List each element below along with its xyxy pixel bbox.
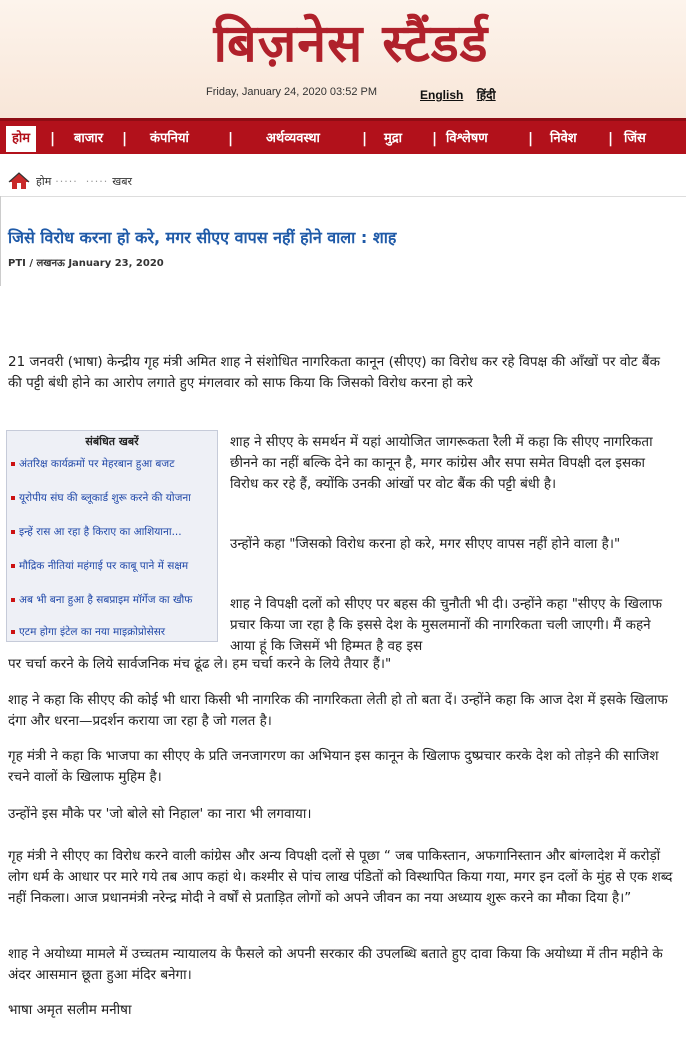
breadcrumb-home-link[interactable]: होम: [36, 174, 52, 188]
nav-separator: |: [50, 131, 56, 147]
lang-hindi-link[interactable]: हिंदी: [476, 88, 496, 102]
article-signoff: भाषा अमृत सलीम मनीषा: [8, 1002, 132, 1018]
nav-item-economy[interactable]: अर्थव्यवस्था: [266, 131, 320, 146]
lang-english-link[interactable]: English: [420, 88, 464, 102]
bullet-icon: [11, 462, 15, 466]
breadcrumb-separator: ·····: [55, 174, 78, 188]
nav-separator: |: [528, 131, 534, 147]
article-paragraph: गृह मंत्री ने सीएए का विरोध करने वाली कांग्रेस और अन्य विपक्षी दलों से पूछा “ जब पाकिस्तान, अफगानिस्तान और बांग्लादेश में करोड़ों लोग धर्म के आधार पर मारे गये तब आप कहां थे। कश्मीर से पांच लाख पंडितों को विस्थापित किया गया, मगर इन दलों के मुंह से एक शब्द नहीं निकला। आज प्रधानमंत्री नरेन्द्र मोदी ने वर्षों से प्रताड़ित लोगों को अपने जीवन का नया अध्याय शुरू करने का मौका दिया है।”: [8, 848, 673, 906]
nav-separator: |: [362, 131, 368, 147]
article-headline: जिसे विरोध करना हो करे, मगर सीएए वापस नहीं होने वाला : शाह: [8, 228, 397, 247]
article-paragraph: शाह ने कहा कि सीएए की कोई भी धारा किसी भी नागरिक की नागरिकता लेती हो तो बता दें। उन्होंने कहा कि आज देश में इसके खिलाफ दंगा और धरना—प्रदर्शन कराया जा रहा है जो गलत है।: [8, 692, 668, 729]
article-byline: PTI / लखनऊ January 23, 2020: [8, 258, 164, 269]
breadcrumb: [8, 170, 132, 192]
nav-separator: |: [608, 131, 614, 147]
related-news-link[interactable]: मौद्रिक नीतियां महंगाई पर काबू पाने में सक्षम: [11, 559, 217, 573]
home-icon[interactable]: [8, 172, 30, 190]
bullet-icon: [11, 564, 15, 568]
article-paragraph: शाह ने सीएए के समर्थन में यहां आयोजित जागरूकता रैली में कहा कि सीएए नागरिकता छीनने का नहीं बल्कि देने का कानून है, मगर कांग्रेस और सपा समेत विपक्षी दल इसका विरोध कर रहे हैं, क्योंकि उनकी आंखों पर वोट बैंक की पट्टी बंधी है।: [230, 434, 653, 492]
related-news-title: संबंधित खबरें: [85, 435, 139, 448]
article-paragraph: शाह ने अयोध्या मामले में उच्चतम न्यायालय के फैसले को अपनी सरकार की उपलब्धि बताते हुए दावा किया कि अयोध्या में तीन महीने के अंदर आसमान छूता हुआ मंदिर बनेगा।: [8, 946, 663, 983]
nav-item-analysis[interactable]: विश्लेषण: [446, 131, 488, 146]
related-news-box: [6, 430, 218, 642]
nav-item-investment[interactable]: निवेश: [550, 131, 577, 146]
article-paragraph: उन्होंने इस मौके पर 'जो बोले सो निहाल' का नारा भी लगवाया।: [8, 806, 312, 822]
language-switch: [420, 86, 506, 103]
left-rule: [0, 196, 1, 286]
article-paragraph: शाह ने विपक्षी दलों को सीएए पर बहस की चुनौती भी दी। उन्होंने कहा "सीएए के खिलाफ प्रचार किया जा रहा है कि इससे देश के मुसलमानों की नागरिकता चली जाएगी। मैं कहने आया हूं कि जिसमें भी हिम्मत है वह इस: [230, 596, 663, 654]
site-logo[interactable]: बिज़नेस स्टैंडर्ड: [213, 13, 489, 74]
nav-item-home[interactable]: होम: [6, 126, 36, 152]
breadcrumb-current: खबर: [112, 174, 133, 188]
nav-item-currency[interactable]: मुद्रा: [384, 131, 403, 146]
bullet-icon: [11, 598, 15, 602]
nav-item-commodities[interactable]: जिंस: [624, 131, 646, 146]
nav-item-market[interactable]: बाजार: [74, 131, 104, 146]
related-news-link[interactable]: अंतरिक्ष कार्यक्रमों पर मेहरबान हुआ बजट: [11, 457, 217, 471]
related-news-link[interactable]: एटम होगा इंटेल का नया माइक्रोप्रोसेसर: [11, 625, 217, 639]
bullet-icon: [11, 630, 15, 634]
article-paragraph: पर चर्चा करने के लिये सार्वजनिक मंच ढूंढ ले। हम चर्चा करने के लिये तैयार हैं।": [8, 656, 392, 672]
site-header: [0, 0, 686, 118]
article-intro: 21 जनवरी (भाषा) केन्द्रीय गृह मंत्री अमित शाह ने संशोधित नागरिकता कानून (सीएए) का विरोध कर रहे विपक्ष की आँखों पर वोट बैंक की पट्टी बंधी होने का आरोप लगाते हुए मंगलवार को साफ किया कि जिसको विरोध करना हो करे: [8, 354, 660, 391]
nav-separator: |: [122, 131, 128, 147]
article-paragraph: गृह मंत्री ने कहा कि भाजपा का सीएए के प्रति जनजागरण का अभियान इस कानून के खिलाफ दुष्प्रचार करके देश को तोड़ने की साजिश रचने वालों के खिलाफ मुहिम है।: [8, 748, 659, 785]
related-news-link[interactable]: यूरोपीय संघ की ब्लूकार्ड शुरू करने की योजना: [11, 491, 217, 505]
related-news-link[interactable]: इन्हें रास आ रहा है किराए का आशियाना...: [11, 525, 217, 539]
bullet-icon: [11, 530, 15, 534]
main-nav: [0, 118, 686, 154]
related-news-link[interactable]: अब भी बना हुआ है सबप्राइम मॉर्गेज का खौफ: [11, 593, 217, 607]
breadcrumb-separator: ·····: [85, 174, 109, 188]
article-paragraph: उन्होंने कहा "जिसको विरोध करना हो करे, मगर सीएए वापस नहीं होने वाला है।": [230, 536, 621, 552]
header-divider: [0, 196, 686, 197]
bullet-icon: [11, 496, 15, 500]
nav-separator: |: [432, 131, 438, 147]
nav-separator: |: [228, 131, 234, 147]
header-datetime: Friday, January 24, 2020 03:52 PM: [206, 86, 378, 98]
nav-item-companies[interactable]: कंपनियां: [150, 131, 189, 146]
